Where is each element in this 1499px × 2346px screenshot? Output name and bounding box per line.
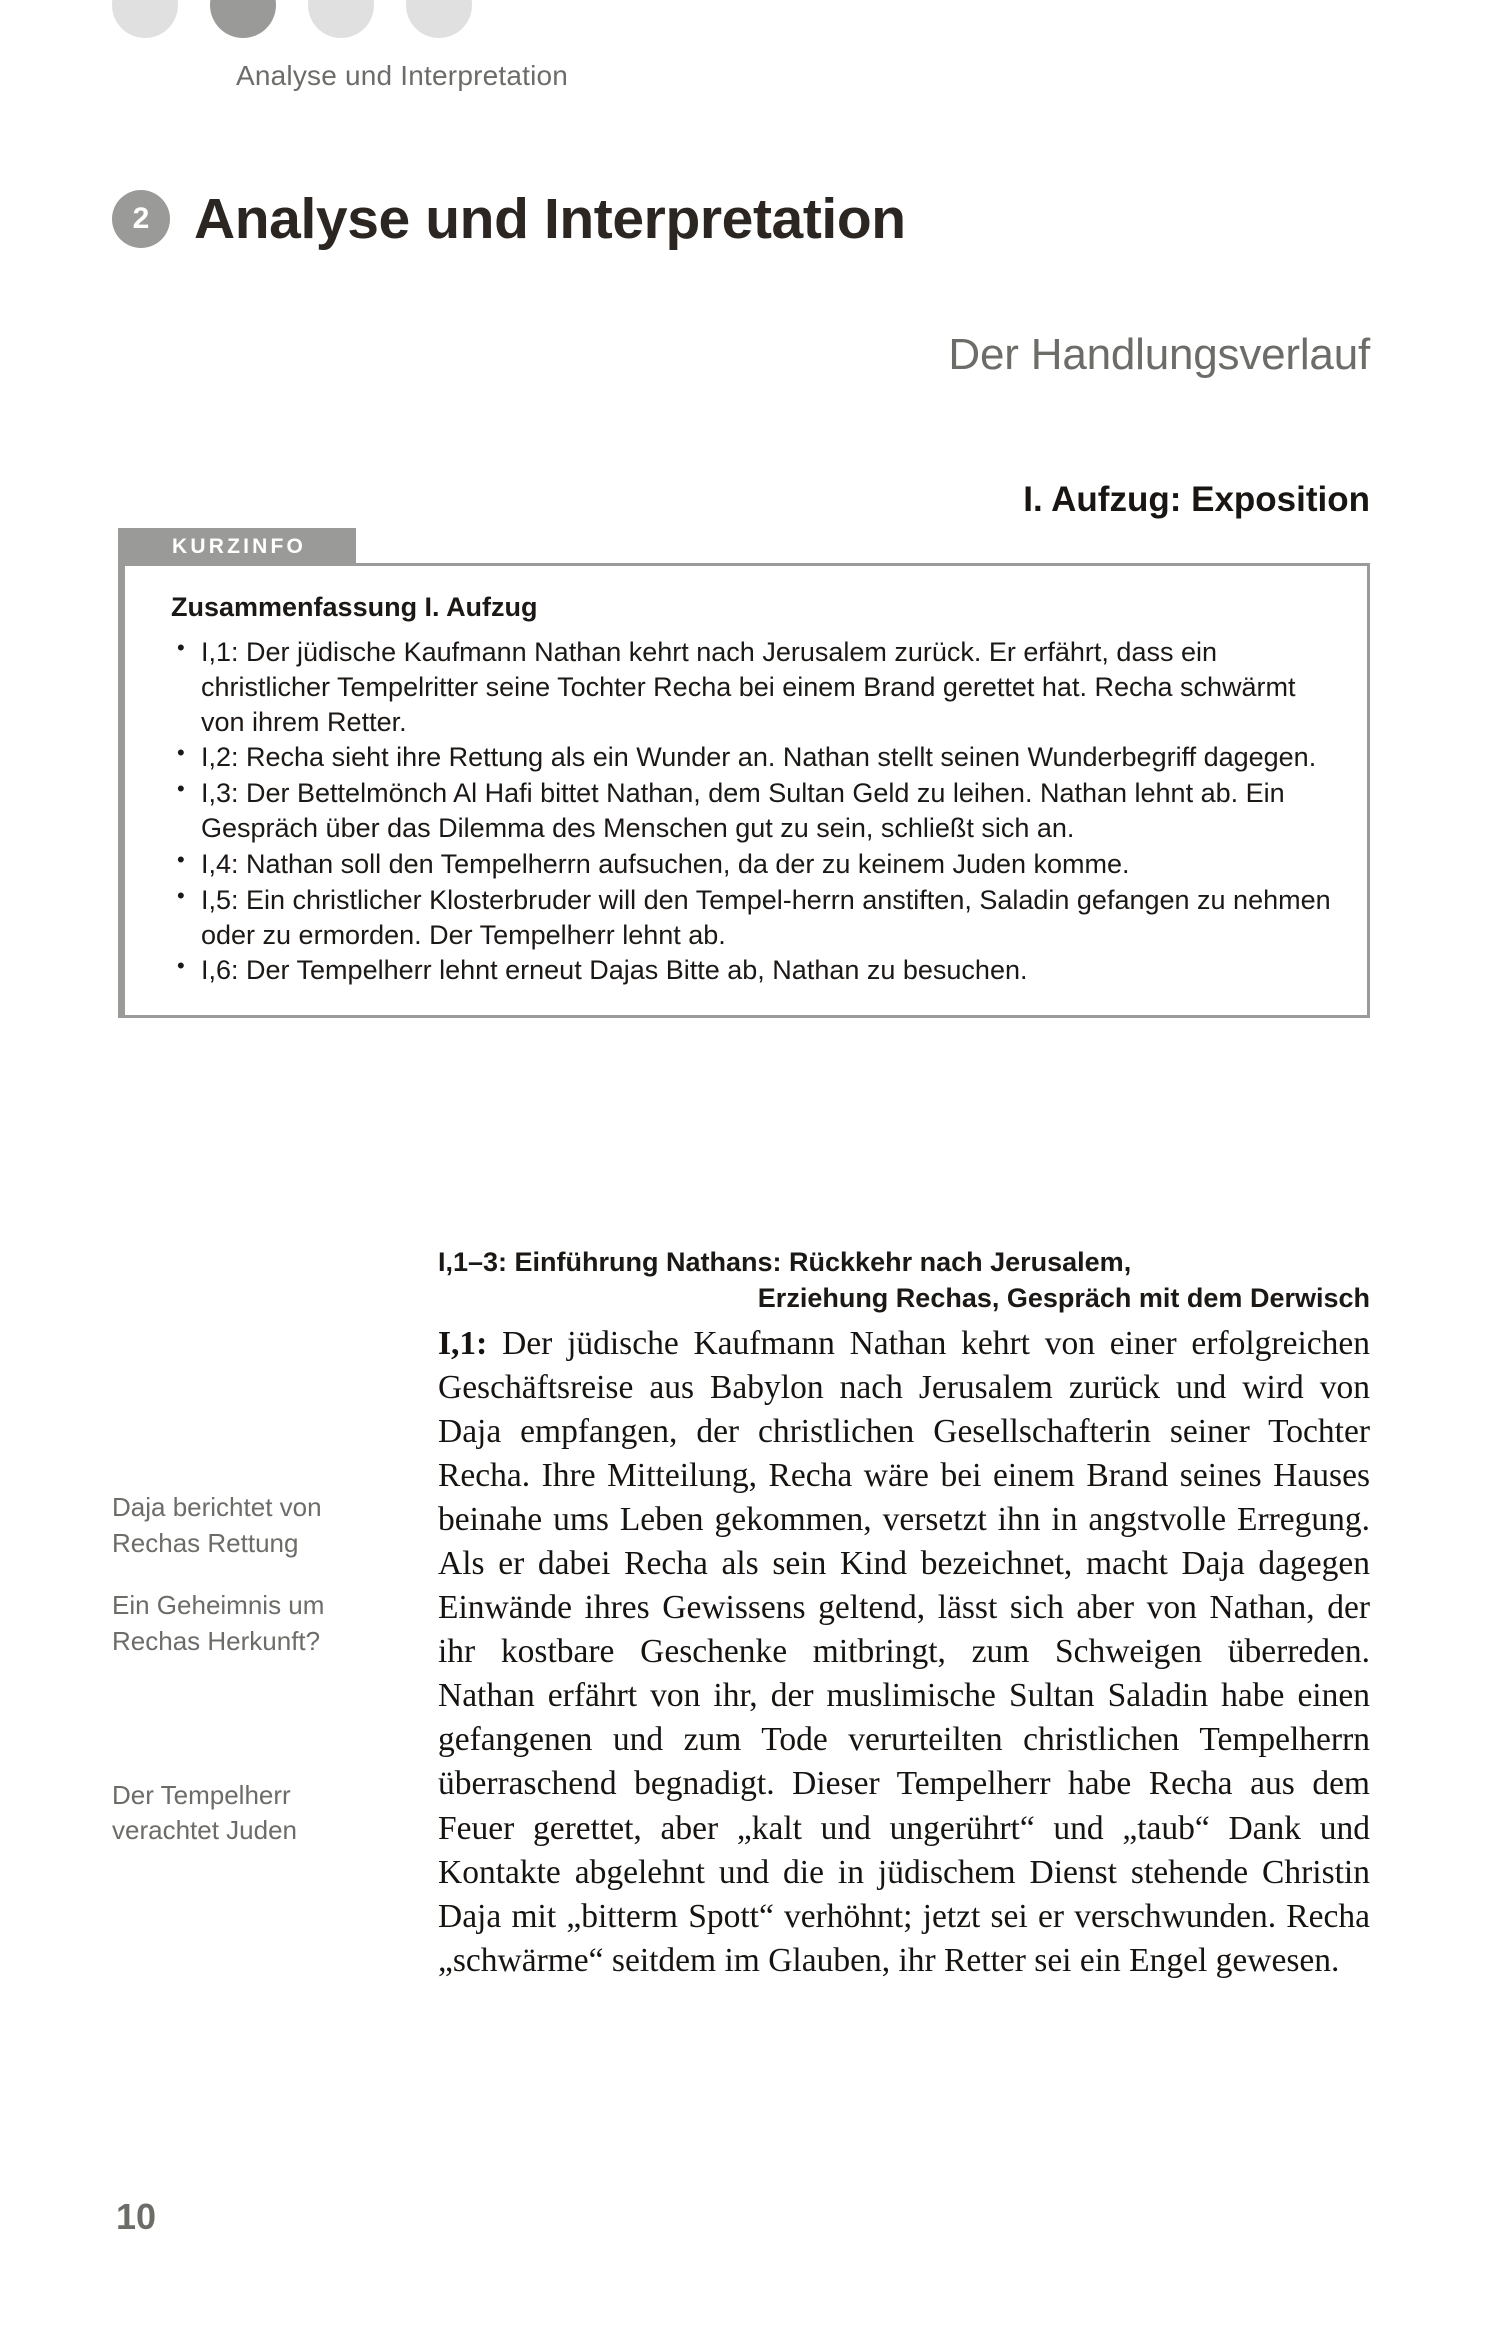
chapter-title-block [112, 186, 906, 252]
margin-note: Daja berichtet von Rechas Rettung [112, 1492, 322, 1558]
progress-dot-4-icon [406, 0, 472, 38]
progress-dot-1-icon [112, 0, 178, 38]
list-item: • I,1: Der jüdische Kaufmann Nathan kehrt nach Jerusalem zurück. Er erfährt, dass ein christlicher Tempelritter seine Tochter Recha bei einem Brand gerettet hat. Recha schwärmt von ihrem Retter. [171, 635, 1337, 739]
list-item: • I,5: Ein christlicher Klosterbruder will den Tempel-herrn anstiften, Saladin gefangen zu nehmen oder zu ermorden. Der Tempelherr lehnt ab. [171, 883, 1337, 953]
progress-dots [112, 0, 472, 38]
act-heading: I. Aufzug: Exposition [1023, 480, 1370, 519]
kurzinfo-panel [118, 528, 1370, 1018]
progress-dot-3-icon [308, 0, 374, 38]
page-number: 10 [116, 2196, 157, 2237]
kurzinfo-tab-label: KURZINFO [118, 528, 356, 566]
kurzinfo-summary-list [171, 635, 1337, 988]
margin-notes [112, 1490, 382, 1875]
margin-note: Der Tempelherr verachtet Juden [112, 1779, 298, 1846]
list-item: • I,3: Der Bettelmönch Al Hafi bittet Nathan, dem Sultan Geld zu leihen. Nathan lehnt ab. Ein Gespräch über das Dilemma des Menschen gut zu sein, schließt sich an. [171, 776, 1337, 846]
scene-heading-line-1: I,1–3: Einführung Nathans: Rückkehr nach Jerusalem, [438, 1247, 1132, 1277]
chapter-number-badge: 2 [112, 190, 170, 248]
scene-heading [438, 1244, 1370, 1317]
body-text: Der jüdische Kaufmann Nathan kehrt von einer erfolgreichen Geschäftsreise aus Babylon nach Jerusalem zurück und wird von Daja empfangen, der christlichen Gesellschafterin seiner Tochter Recha. Ihre Mitteilung, Recha wäre bei einem Brand seines Hauses beinahe ums Leben gekommen, versetzt ihn in angstvolle Erregung. Als er dabei Recha als sein Kind bezeichnet, macht Daja dagegen Einwände ihres Gewissens geltend, lässt sich aber von Nathan, der ihr kostbare Geschenke mitbringt, zum Schweigen überreden. Nathan erfährt von ihr, der muslimische Sultan Saladin habe einen gefangenen und zum Tode verurteilten christlichen Tempelherrn überraschend begnadigt. Dieser Tempelherr habe Recha aus dem Feuer gerettet, aber „kalt und ungerührt“ und „taub“ Dank und Kontakte abgelehnt und die in jüdischem Dienst stehende Christin Daja mit „bitterm Spott“ verhöhnt; jetzt sei er verschwunden. Recha „schwärme“ seitdem im Glauben, ihr Retter sei ein Engel gewesen. [438, 1325, 1370, 1979]
body-paragraph [438, 1322, 1370, 1983]
progress-dot-2-icon [210, 0, 276, 38]
list-item: • I,2: Recha sieht ihre Rettung als ein Wunder an. Nathan stellt seinen Wunderbegriff dagegen. [171, 740, 1337, 775]
scene-reference-label: I,1: [438, 1325, 488, 1362]
running-head-label: Analyse und Interpretation [236, 60, 569, 91]
chapter-subtitle: Der Handlungsverlauf [948, 330, 1370, 379]
kurzinfo-box [118, 566, 1370, 1018]
page-title: Analyse und Interpretation [194, 187, 906, 251]
scene-heading-line-2: Erziehung Rechas, Gespräch mit dem Derwisch [757, 1283, 1370, 1314]
list-item: • I,6: Der Tempelherr lehnt erneut Dajas Bitte ab, Nathan zu besuchen. [171, 953, 1337, 988]
kurzinfo-title: Zusammenfassung I. Aufzug [171, 592, 538, 622]
margin-note: Ein Geheimnis um Rechas Herkunft? [112, 1589, 325, 1656]
list-item: • I,4: Nathan soll den Tempelherrn aufsuchen, da der zu keinem Juden komme. [171, 847, 1337, 882]
